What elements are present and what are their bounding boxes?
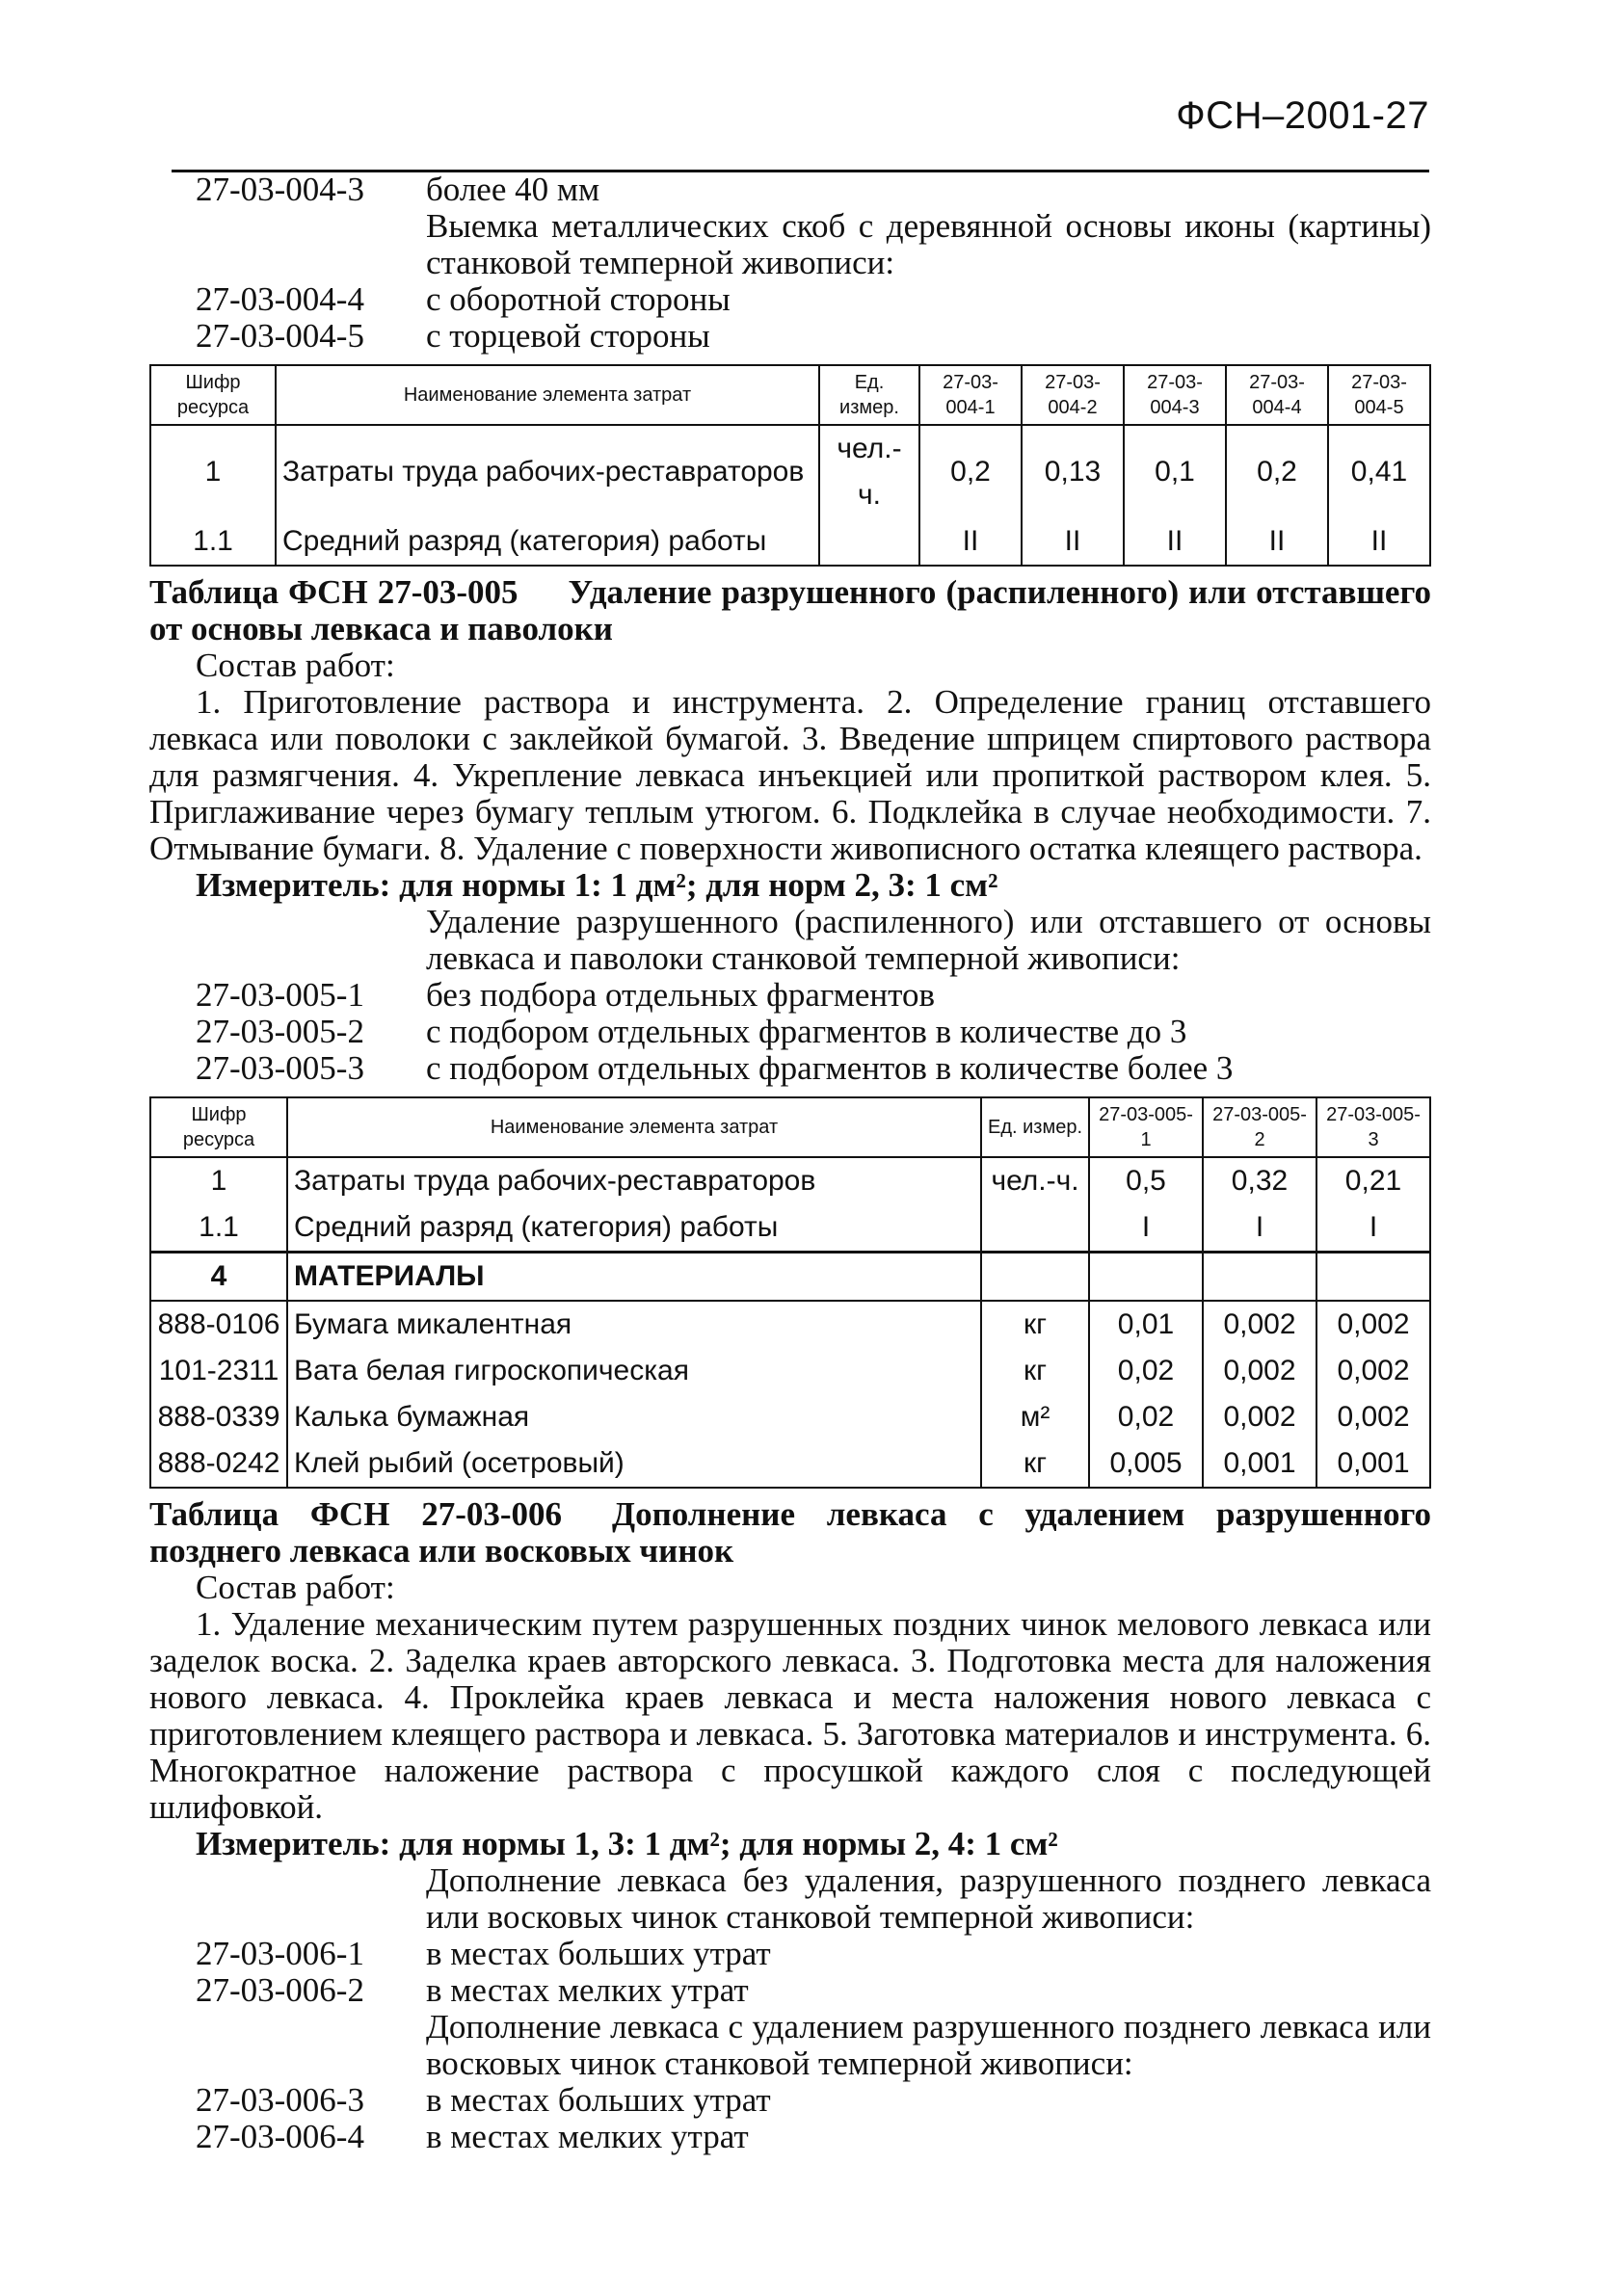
norm-description: Выемка металлических скоб с деревянной основы иконы (картины) станковой темперной живописи:: [426, 207, 1431, 281]
table-cell: 0,02: [1089, 1394, 1203, 1440]
column-header: Шифр ресурса: [150, 1097, 287, 1157]
table-cell: I: [1316, 1204, 1430, 1253]
table-number: Таблица ФСН 27-03-006: [149, 1495, 563, 1533]
table-cell: II: [1022, 518, 1124, 566]
norm-item: [149, 904, 1431, 977]
table-cell: 0,002: [1203, 1348, 1316, 1394]
norm-item: [149, 1972, 1431, 2009]
page-content: [149, 172, 1431, 2155]
table-cell: Бумага микалентная: [287, 1301, 981, 1348]
norm-description: с подбором отдельных фрагментов в количестве более 3: [426, 1049, 1234, 1087]
item-list-005: [149, 904, 1431, 1087]
norm-code: 27-03-006-2: [196, 1971, 364, 2009]
materials-section-row: [150, 1253, 1430, 1302]
norm-item: [149, 1936, 1431, 1972]
norm-table-005: [149, 1096, 1431, 1489]
table-cell: Клей рыбий (осетровый): [287, 1440, 981, 1488]
column-header: 27-03-004-2: [1022, 365, 1124, 425]
norm-description: в местах больших утрат: [426, 2081, 771, 2119]
norm-code: [149, 208, 426, 281]
table-cell: [981, 1253, 1089, 1302]
norm-description: с подбором отдельных фрагментов в количестве до 3: [426, 1013, 1187, 1050]
norm-code: 27-03-004-4: [196, 280, 364, 318]
column-header: 27-03-005-2: [1203, 1097, 1316, 1157]
document-code-header: ФСН–2001-27: [1176, 94, 1429, 137]
norm-code: 27-03-006-3: [196, 2081, 364, 2119]
table-row: [150, 518, 1430, 566]
table-row: [150, 1204, 1430, 1253]
table-row: [150, 1301, 1430, 1348]
column-header: Шифр ресурса: [150, 365, 276, 425]
norm-code: 27-03-004-5: [196, 317, 364, 355]
table-row: [150, 1157, 1430, 1204]
norm-description: в местах больших утрат: [426, 1935, 771, 1972]
norm-description: Дополнение левкаса с удалением разрушенного позднего левкаса или восковых чинок станковой темперной живописи:: [426, 2008, 1431, 2082]
column-header: 27-03-004-4: [1226, 365, 1328, 425]
table-cell: 0,2: [1226, 425, 1328, 518]
table-cell: Калька бумажная: [287, 1394, 981, 1440]
norm-item: [149, 977, 1431, 1014]
composition-label: Состав работ:: [196, 647, 395, 684]
table-name: Дополнение левкаса с удалением разрушенного позднего левкаса или восковых чинок: [149, 1495, 1431, 1570]
table-title-006: [149, 1496, 1431, 1570]
table-cell: 0,02: [1089, 1348, 1203, 1394]
norm-item: [149, 2082, 1431, 2119]
norm-code: [149, 904, 426, 977]
table-cell: 888-0242: [150, 1440, 287, 1488]
table-cell: 1: [150, 425, 276, 518]
table-cell: I: [1089, 1204, 1203, 1253]
norm-item: [149, 1050, 1431, 1087]
column-header: 27-03-005-1: [1089, 1097, 1203, 1157]
table-title-005: [149, 574, 1431, 647]
table-cell: Затраты труда рабочих-реставраторов: [276, 425, 819, 518]
table-number: Таблица ФСН 27-03-005: [149, 573, 519, 611]
table-cell: 0,1: [1124, 425, 1226, 518]
norm-description: с оборотной стороны: [426, 280, 731, 318]
table-row: [150, 1394, 1430, 1440]
table-cell: кг: [981, 1301, 1089, 1348]
table-cell: 0,002: [1203, 1301, 1316, 1348]
materials-code: 4: [150, 1253, 287, 1302]
table-cell: [981, 1204, 1089, 1253]
table-cell: II: [1124, 518, 1226, 566]
table-cell: 0,002: [1203, 1394, 1316, 1440]
norm-item: [149, 2009, 1431, 2082]
column-header: 27-03-004-1: [919, 365, 1022, 425]
table-cell: кг: [981, 1348, 1089, 1394]
table-cell: м²: [981, 1394, 1089, 1440]
meter-line: Измеритель: для нормы 1, 3: 1 дм²; для нормы 2, 4: 1 см²: [196, 1825, 1058, 1862]
table-cell: 0,005: [1089, 1440, 1203, 1488]
item-list-006: [149, 1862, 1431, 2155]
table-cell: 0,002: [1316, 1348, 1430, 1394]
norm-code: 27-03-004-3: [196, 171, 364, 208]
table-cell: 888-0106: [150, 1301, 287, 1348]
table-cell: 0,002: [1316, 1301, 1430, 1348]
table-row: [150, 1440, 1430, 1488]
table-header-row: [150, 365, 1430, 425]
composition-label: Состав работ:: [196, 1569, 395, 1606]
table-cell: 1: [150, 1157, 287, 1204]
norm-item: [149, 172, 1431, 208]
table-cell: 0,13: [1022, 425, 1124, 518]
table-name: Удаление разрушенного (распиленного) или отставшего от основы левкаса и паволоки: [149, 573, 1431, 647]
norm-item: [149, 1014, 1431, 1050]
table-cell: II: [1226, 518, 1328, 566]
table-cell: чел.-ч.: [819, 425, 919, 518]
materials-label: МАТЕРИАЛЫ: [287, 1253, 981, 1302]
table-cell: 1.1: [150, 1204, 287, 1253]
table-cell: 101-2311: [150, 1348, 287, 1394]
top-item-list: [149, 172, 1431, 355]
table-cell: 0,32: [1203, 1157, 1316, 1204]
table-cell: 0,21: [1316, 1157, 1430, 1204]
norm-code: 27-03-006-1: [196, 1935, 364, 1972]
norm-item: [149, 318, 1431, 355]
column-header: Ед. измер.: [981, 1097, 1089, 1157]
table-row: [150, 425, 1430, 518]
norm-description: Дополнение левкаса без удаления, разрушенного позднего левкаса или восковых чинок станковой темперной живописи:: [426, 1861, 1431, 1936]
column-header: Наименование элемента затрат: [276, 365, 819, 425]
table-cell: II: [1328, 518, 1430, 566]
column-header: 27-03-004-5: [1328, 365, 1430, 425]
norm-table-004: [149, 364, 1431, 567]
table-cell: [819, 518, 919, 566]
table-cell: 0,41: [1328, 425, 1430, 518]
table-cell: 0,001: [1203, 1440, 1316, 1488]
norm-item: [149, 208, 1431, 281]
table-cell: Затраты труда рабочих-реставраторов: [287, 1157, 981, 1204]
table-row: [150, 1348, 1430, 1394]
table-cell: Средний разряд (категория) работы: [287, 1204, 981, 1253]
norm-code: 27-03-005-3: [196, 1049, 364, 1087]
norm-code: [149, 1862, 426, 1936]
table-cell: 0,001: [1316, 1440, 1430, 1488]
norm-description: без подбора отдельных фрагментов: [426, 976, 936, 1014]
norm-code: 27-03-005-1: [196, 976, 364, 1014]
table-cell: 1.1: [150, 518, 276, 566]
table-cell: [1089, 1253, 1203, 1302]
table-cell: I: [1203, 1204, 1316, 1253]
table-cell: II: [919, 518, 1022, 566]
table-cell: [1203, 1253, 1316, 1302]
norm-code: 27-03-005-2: [196, 1013, 364, 1050]
table-cell: Средний разряд (категория) работы: [276, 518, 819, 566]
norm-code: 27-03-006-4: [196, 2118, 364, 2155]
norm-description: более 40 мм: [426, 171, 600, 208]
table-cell: Вата белая гигроскопическая: [287, 1348, 981, 1394]
table-cell: кг: [981, 1440, 1089, 1488]
norm-description: в местах мелких утрат: [426, 2118, 749, 2155]
column-header: Наименование элемента затрат: [287, 1097, 981, 1157]
column-header: Ед. измер.: [819, 365, 919, 425]
column-header: 27-03-005-3: [1316, 1097, 1430, 1157]
norm-description: с торцевой стороны: [426, 317, 710, 355]
meter-line: Измеритель: для нормы 1: 1 дм²; для норм 2, 3: 1 см²: [196, 866, 998, 904]
table-cell: 0,01: [1089, 1301, 1203, 1348]
table-header-row: [150, 1097, 1430, 1157]
table-cell: чел.-ч.: [981, 1157, 1089, 1204]
norm-item: [149, 1862, 1431, 1936]
table-cell: [1316, 1253, 1430, 1302]
norm-code: [149, 2009, 426, 2082]
norm-description: в местах мелких утрат: [426, 1971, 749, 2009]
table-cell: 0,2: [919, 425, 1022, 518]
composition-text: 1. Удаление механическим путем разрушенных поздних чинок мелового левкаса или заделок воска. 2. Заделка краев авторского левкаса. 3. Подготовка места для наложения нового левкаса. 4. Проклейка краев левкаса и места наложения нового левкаса с приготовлением клеящего раствора и левкаса. 5. Заготовка материалов и инструмента. 6. Многократное наложение раствора с просушкой каждого слоя с последующей шлифовкой.: [149, 1605, 1431, 1826]
composition-text: 1. Приготовление раствора и инструмента. 2. Определение границ отставшего левкаса или поволоки с заклейкой бумагой. 3. Введение шприцем спиртового раствора для размягчения. 4. Укрепление левкаса инъекцией или пропиткой раствором клея. 5. Приглаживание через бумагу теплым утюгом. 6. Подклейка в случае необходимости. 7. Отмывание бумаги. 8. Удаление с поверхности живописного остатка клеящего раствора.: [149, 683, 1431, 867]
table-cell: 888-0339: [150, 1394, 287, 1440]
table-cell: 0,002: [1316, 1394, 1430, 1440]
norm-item: [149, 2119, 1431, 2155]
norm-item: [149, 281, 1431, 318]
table-cell: 0,5: [1089, 1157, 1203, 1204]
norm-description: Удаление разрушенного (распиленного) или отставшего от основы левкаса и паволоки станковой темперной живописи:: [426, 903, 1431, 977]
column-header: 27-03-004-3: [1124, 365, 1226, 425]
